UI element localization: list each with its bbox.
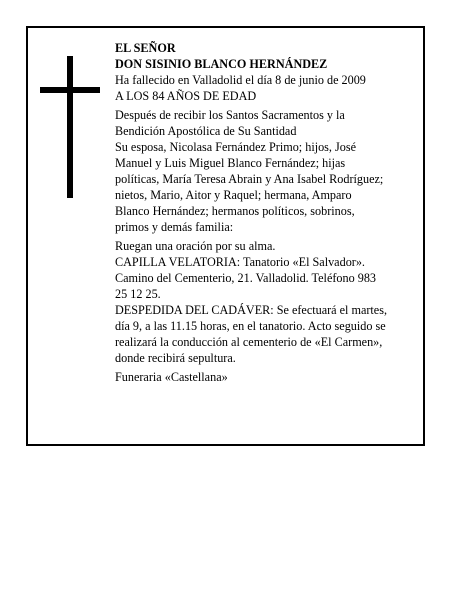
prayer-line: Ruegan una oración por su alma. — [115, 239, 276, 253]
family-line: nietos, Mario, Aitor y Raquel; hermana, Amparo — [115, 188, 352, 202]
family-line: políticas, María Teresa Abrain y Ana Isabel Rodríguez; — [115, 172, 384, 186]
sacraments-line: Después de recibir los Santos Sacramentos y la — [115, 108, 345, 122]
notice-title: EL SEÑOR — [115, 41, 176, 55]
family-line: Manuel y Luis Miguel Blanco Fernández; hijas — [115, 156, 346, 170]
farewell-line: realizará la conducción al cementerio de «El Carmen», — [115, 335, 383, 349]
family-line: primos y demás familia: — [115, 220, 234, 234]
farewell-paragraph — [115, 302, 421, 366]
farewell-line: donde recibirá sepultura. — [115, 351, 236, 365]
family-line: Blanco Hernández; hermanos políticos, sobrinos, — [115, 204, 355, 218]
chapel-line: Camino del Cementerio, 21. Valladolid. Teléfono 983 — [115, 271, 377, 285]
family-paragraph — [115, 139, 421, 235]
obituary-text — [115, 40, 421, 385]
chapel-paragraph — [115, 254, 421, 302]
funeral-home-line: Funeraria «Castellana» — [115, 370, 228, 384]
farewell-line: día 9, a las 11.15 horas, en el tanatorio. Acto seguido se — [115, 319, 386, 333]
deceased-name: DON SISINIO BLANCO HERNÁNDEZ — [115, 57, 328, 71]
obituary-notice — [26, 26, 425, 446]
death-line: Ha fallecido en Valladolid el día 8 de junio de 2009 — [115, 73, 366, 87]
cross-vertical-bar — [67, 56, 73, 198]
chapel-line: 25 12 25. — [115, 287, 161, 301]
sacraments-paragraph — [115, 107, 421, 139]
cross-horizontal-bar — [40, 87, 100, 93]
chapel-line: CAPILLA VELATORIA: Tanatorio «El Salvador». — [115, 255, 365, 269]
sacraments-line: Bendición Apostólica de Su Santidad — [115, 124, 297, 138]
farewell-line: DESPEDIDA DEL CADÁVER: Se efectuará el martes, — [115, 303, 388, 317]
age-line: A LOS 84 AÑOS DE EDAD — [115, 89, 257, 103]
family-line: Su esposa, Nicolasa Fernández Primo; hijos, José — [115, 140, 357, 154]
